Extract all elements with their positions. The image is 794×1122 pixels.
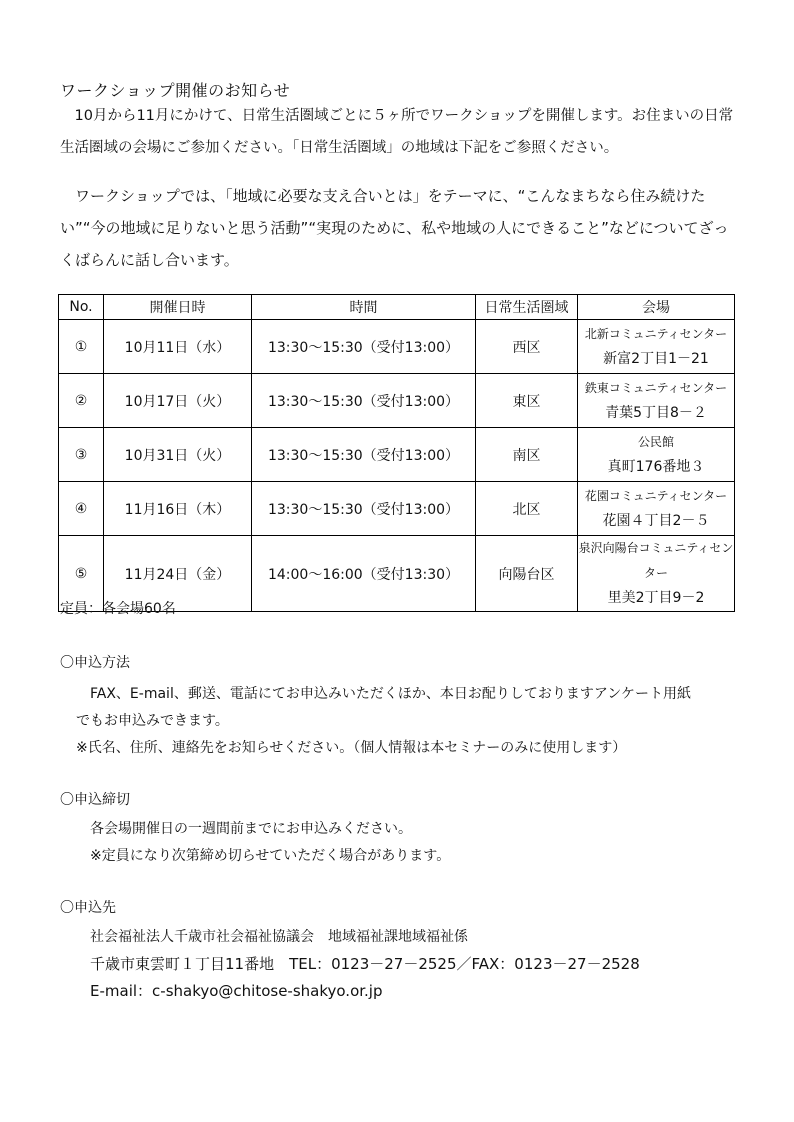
row-date: 10月17日（火） <box>104 374 252 428</box>
contact-heading: 〇申込先 <box>60 900 116 916</box>
venue-name: 泉沢向陽台コミュニティセンター <box>578 541 734 580</box>
contact-organization: 社会福祉法人千歳市社会福祉協議会 地域福祉課地域福祉係 <box>90 929 468 945</box>
row-date: 11月24日（金） <box>104 536 252 612</box>
venue-address: 里美2丁目9－2 <box>607 590 705 606</box>
header-venue: 会場 <box>578 295 735 320</box>
application-method-note: ※氏名、住所、連絡先をお知らせください。（個人情報は本セミナーのみに使用します） <box>76 740 627 756</box>
row-time: 13:30～15:30（受付13:00） <box>252 482 476 536</box>
venue-address: 花園４丁目2－５ <box>602 512 710 529</box>
row-time: 13:30～15:30（受付13:00） <box>252 374 476 428</box>
row-no: ⑤ <box>59 536 104 612</box>
table-row <box>59 374 735 428</box>
table-row <box>59 482 735 536</box>
row-area: 北区 <box>476 482 578 536</box>
header-time: 時間 <box>252 295 476 320</box>
application-method-line-2: でもお申込みできます。 <box>76 713 229 729</box>
schedule-table <box>58 294 735 612</box>
application-method-heading: 〇申込方法 <box>60 655 130 671</box>
row-no: ② <box>59 374 104 428</box>
row-area: 東区 <box>476 374 578 428</box>
header-date: 開催日時 <box>104 295 252 320</box>
contact-email: E-mail：c-shakyo@chitose-shakyo.or.jp <box>90 982 383 1000</box>
header-no: No. <box>59 295 104 320</box>
intro-paragraph-2: ワークショップでは、「地域に必要な支え合いとは」をテーマに、“こんなまちなら住み続けたい”“今の地域に足りないと思う活動”“実現のために、私や地域の人にできること”などについてざっくばらんに話し合います。 <box>60 187 729 269</box>
intro-paragraph-1: 10月から11月にかけて、日常生活圏域ごとに５ヶ所でワークショップを開催します。お住まいの日常生活圏域の会場にご参加ください。「日常生活圏域」の地域は下記をご参照ください。 <box>60 108 734 156</box>
row-time: 13:30～15:30（受付13:00） <box>252 320 476 374</box>
venue-name: 公民館 <box>637 434 674 449</box>
row-no: ④ <box>59 482 104 536</box>
contact-address-phone: 千歳市東雲町１丁目11番地 TEL：0123－27－2525／FAX：0123－27－2528 <box>90 955 640 973</box>
deadline-line-1: 各会場開催日の一週間前までにお申込みください。 <box>90 821 412 837</box>
row-venue <box>578 320 735 374</box>
row-area: 西区 <box>476 320 578 374</box>
header-area: 日常生活圏域 <box>476 295 578 320</box>
table-row <box>59 320 735 374</box>
row-date: 11月16日（木） <box>104 482 252 536</box>
row-time: 13:30～15:30（受付13:00） <box>252 428 476 482</box>
table-header-row <box>59 295 735 320</box>
document-title: ワークショップ開催のお知らせ <box>60 81 291 100</box>
row-venue <box>578 536 735 612</box>
contact-section <box>60 898 750 1005</box>
row-date: 10月31日（火） <box>104 428 252 482</box>
deadline-section <box>60 790 750 870</box>
application-method-line-1: FAX、E-mail、郵送、電話にてお申込みいただくほか、本日お配りしておりますアンケート用紙 <box>90 686 691 702</box>
capacity-note: 定員：各会場60名 <box>60 601 176 617</box>
row-venue <box>578 374 735 428</box>
venue-name: 花園コミュニティセンター <box>584 488 728 503</box>
venue-address: 真町176番地３ <box>607 458 705 475</box>
venue-name: 北新コミュニティセンター <box>584 326 728 341</box>
row-venue <box>578 482 735 536</box>
row-date: 10月11日（水） <box>104 320 252 374</box>
venue-address: 青葉5丁目8－２ <box>605 404 707 421</box>
table-row <box>59 428 735 482</box>
application-method-section <box>60 653 750 762</box>
deadline-heading: 〇申込締切 <box>60 792 130 808</box>
deadline-note: ※定員になり次第締め切らせていただく場合があります。 <box>90 848 451 864</box>
row-area: 向陽台区 <box>476 536 578 612</box>
row-no: ③ <box>59 428 104 482</box>
venue-address: 新富2丁目1－21 <box>603 350 709 367</box>
row-area: 南区 <box>476 428 578 482</box>
row-no: ① <box>59 320 104 374</box>
venue-name: 鉄東コミュニティセンター <box>584 380 728 395</box>
row-time: 14:00～16:00（受付13:30） <box>252 536 476 612</box>
row-venue <box>578 428 735 482</box>
